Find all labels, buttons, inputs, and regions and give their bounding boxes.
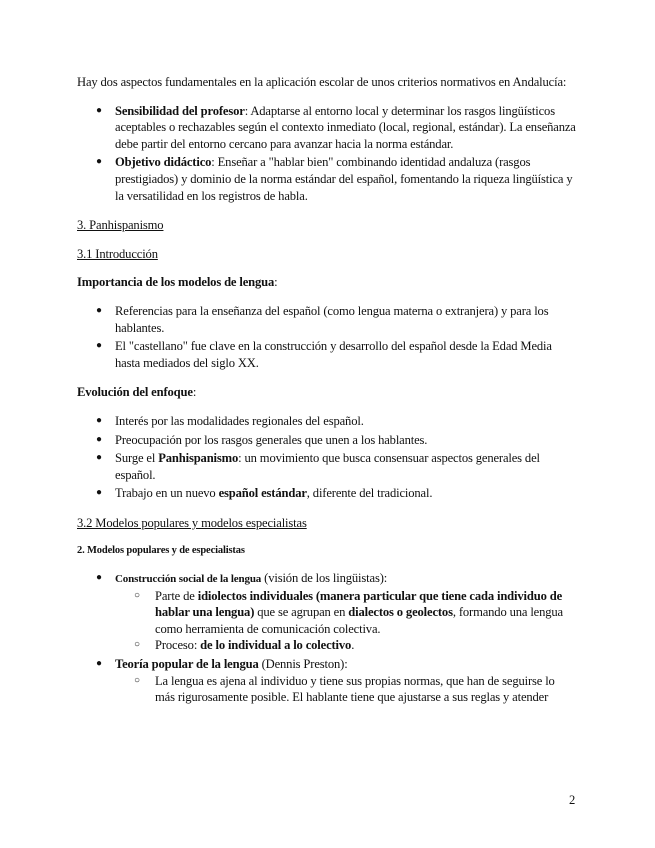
- sublist: [115, 588, 577, 654]
- list-item: [77, 450, 577, 483]
- item-text: , formando una lengua como herramienta de comunicación colectiva.: [155, 605, 564, 636]
- item-text: (visión de los lingüistas):: [261, 571, 388, 586]
- sublist-item: [77, 588, 577, 638]
- list-item: ● Preocupación por los rasgos generales que unen a los hablantes.: [77, 432, 577, 449]
- section-heading-3: 3. Panhispanismo: [77, 218, 164, 233]
- list-item: ● El "castellano" fue clave en la construcción y desarrollo del español desde la Edad Media hasta mediados del siglo XX.: [77, 338, 577, 371]
- sublist-item: ○ La lengua es ajena al individuo y tiene sus propias normas, que han de seguirse lo más rigurosamente posible. El hablante tiene que ajustarse a sus reglas y atender: [77, 673, 577, 706]
- evolucion-list: [77, 413, 577, 502]
- section-heading-3-2: 3.2 Modelos populares y modelos especialistas: [77, 515, 307, 530]
- heading-bold: Importancia de los modelos de lengua: [77, 275, 275, 290]
- term-bold: español estándar: [218, 486, 307, 501]
- list-item: ● Interés por las modalidades regionales del español.: [77, 413, 577, 430]
- evolucion-heading: [77, 384, 577, 401]
- list-item: [77, 656, 577, 706]
- item-text: Parte de: [155, 588, 198, 603]
- item-text: (Dennis Preston):: [258, 657, 348, 672]
- heading-colon: :: [274, 275, 278, 290]
- sublist-item: [77, 637, 577, 654]
- section-heading-3-1: 3.1 Introducción: [77, 246, 158, 261]
- item-text: que se agrupan en: [254, 605, 349, 620]
- subsection-heading: 2. Modelos populares y de especialistas: [77, 545, 245, 557]
- importancia-list: [77, 303, 577, 371]
- sublist: [115, 673, 577, 706]
- term-bold: idiolectos individuales (manera particular que tiene cada individuo de hablar una lengua): [155, 588, 563, 620]
- term-bold: Teoría popular de la lengua: [115, 657, 259, 672]
- term-bold: Sensibilidad del profesor: [115, 103, 245, 118]
- list-item: [77, 485, 577, 502]
- list-item: [77, 154, 577, 204]
- item-text: , diferente del tradicional.: [306, 486, 433, 501]
- page-content: [77, 74, 577, 719]
- list-item: [77, 103, 577, 153]
- item-text: Trabajo en un nuevo: [115, 486, 219, 501]
- term-bold: Panhispanismo: [158, 451, 239, 466]
- item-text: : Adaptarse al entorno local y determinar los rasgos lingüísticos aceptables o rechazables según el contexto inmediato (local, regional, estándar). La enseñanza debe partir del entorno cercano para avanzar hacia la norma estándar.: [115, 103, 576, 151]
- item-text: : Enseñar a "hablar bien" combinando identidad andaluza (rasgos prestigiados) y dominio de la norma estándar del español, fomentando la riqueza lingüística y la versatilidad en los registros de habla.: [115, 155, 573, 203]
- page-number: 2: [569, 793, 576, 807]
- list-item: [77, 570, 577, 654]
- importancia-heading: [77, 274, 577, 291]
- modelos-list: [77, 570, 577, 706]
- term-bold: Construcción social de la lengua: [115, 573, 262, 586]
- aspects-list: [77, 103, 577, 205]
- heading-colon: :: [192, 385, 197, 400]
- item-text: .: [351, 638, 355, 653]
- item-text: : un movimiento que busca consensuar aspectos generales del español.: [115, 451, 540, 482]
- heading-bold: Evolución del enfoque: [77, 385, 193, 400]
- term-bold: de lo individual a lo colectivo: [200, 638, 352, 653]
- intro-paragraph: Hay dos aspectos fundamentales en la aplicación escolar de unos criterios normativos en Andalucía:: [77, 75, 567, 89]
- term-bold: dialectos o geolectos: [348, 605, 453, 620]
- term-bold: Objetivo didáctico: [115, 155, 212, 170]
- list-item: ● Referencias para la enseñanza del español (como lengua materna o extranjera) y para los hablantes.: [77, 303, 577, 336]
- item-text: Proceso:: [155, 638, 201, 653]
- item-text: Surge el: [115, 451, 159, 466]
